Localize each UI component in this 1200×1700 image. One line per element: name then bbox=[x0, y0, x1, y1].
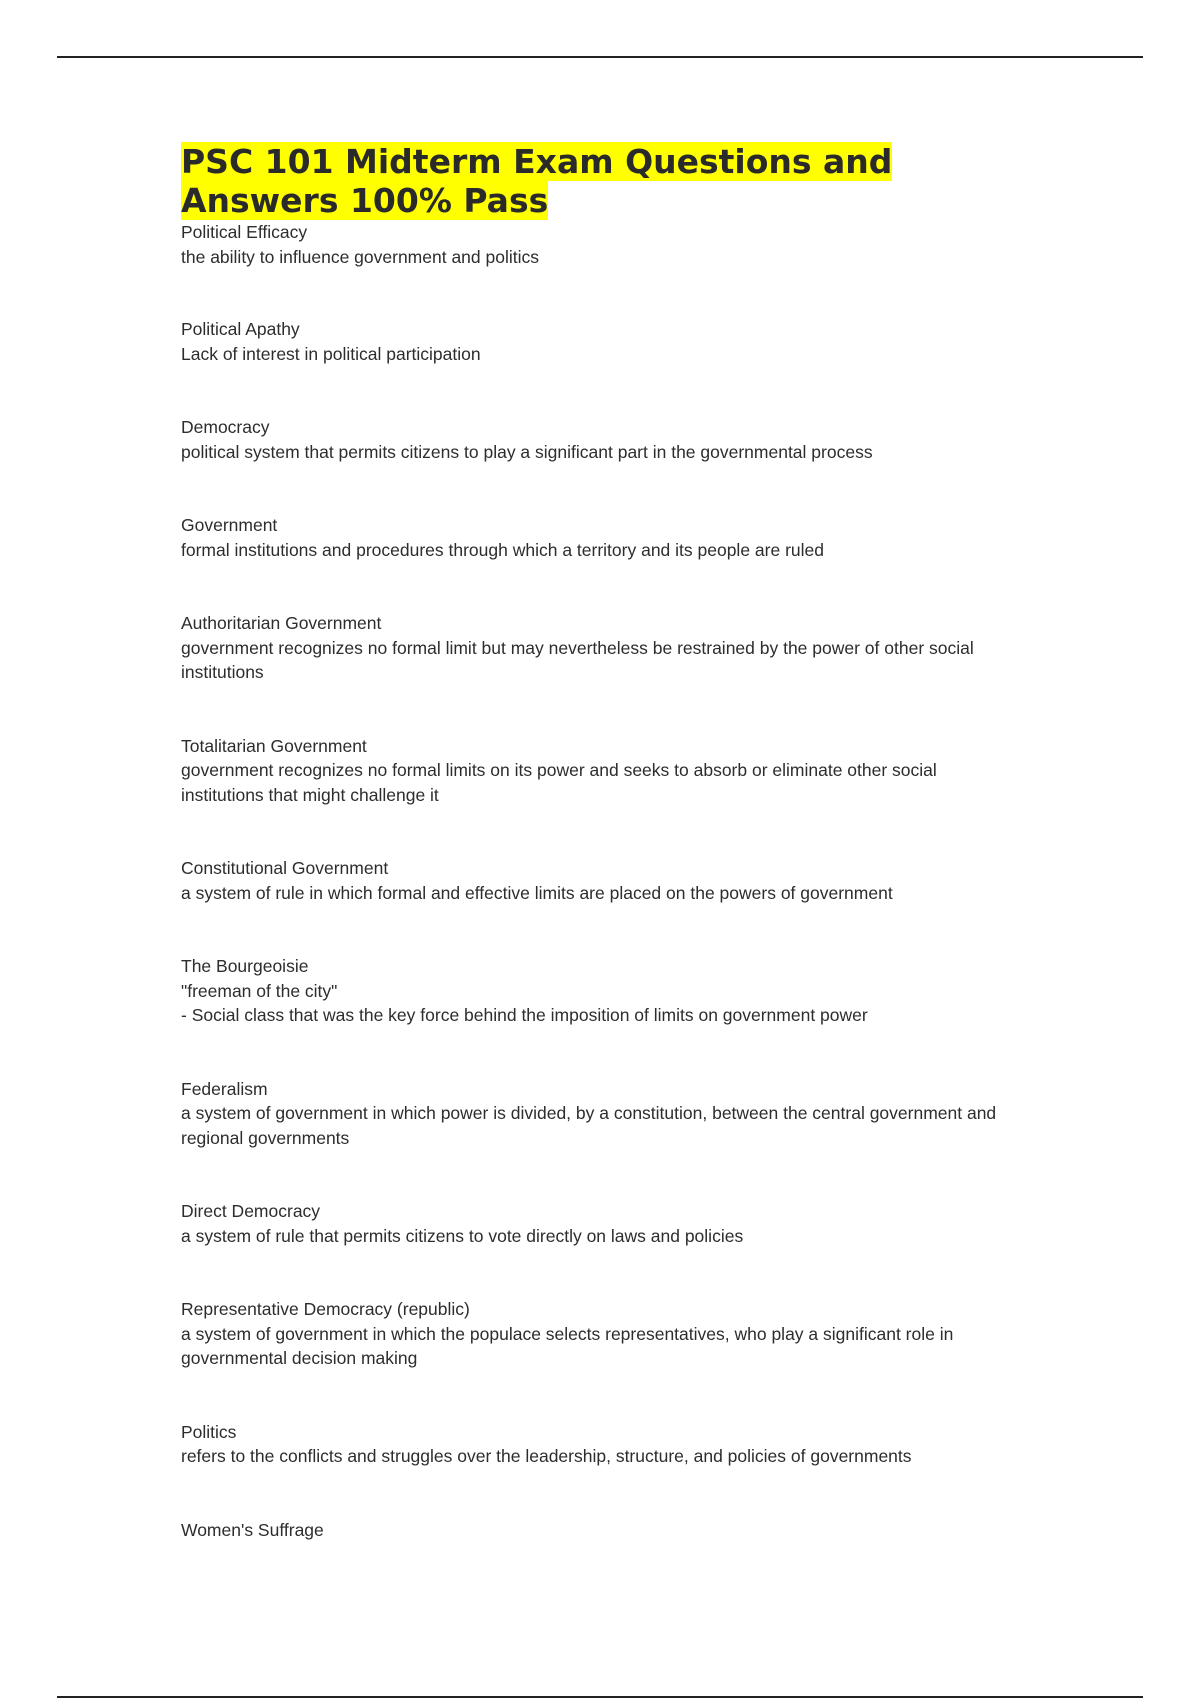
entry-term: Constitutional Government bbox=[181, 858, 389, 878]
entry-definition: refers to the conflicts and struggles over the leadership, structure, and policies of governments bbox=[181, 1446, 912, 1466]
entry-representative-democracy bbox=[181, 1297, 1021, 1371]
entry-term: Totalitarian Government bbox=[181, 735, 367, 756]
entry-government bbox=[181, 513, 1021, 562]
entry-term: Government bbox=[181, 515, 278, 535]
entry-definition: formal institutions and procedures through which a territory and its people are ruled bbox=[181, 539, 824, 560]
document-body bbox=[181, 142, 1021, 1591]
entry-definition: the ability to influence government and politics bbox=[181, 246, 539, 267]
entry-definition: political system that permits citizens to play a significant part in the governmental process bbox=[181, 441, 873, 462]
entry-constitutional-government bbox=[181, 856, 1021, 905]
entry-federalism bbox=[181, 1077, 1021, 1151]
entry-definition: a system of rule in which formal and effective limits are placed on the powers of government bbox=[181, 882, 893, 903]
entry-definition: a system of government in which the populace selects representatives, who play a significant role in governmental decision making bbox=[181, 1323, 954, 1368]
entry-definition: a system of rule that permits citizens to vote directly on laws and policies bbox=[181, 1225, 744, 1246]
entry-democracy bbox=[181, 415, 1021, 464]
top-rule bbox=[57, 56, 1143, 58]
entry-womens-suffrage bbox=[181, 1518, 1021, 1543]
entry-term: Representative Democracy (republic) bbox=[181, 1299, 470, 1319]
entry-definition: government recognizes no formal limits on its power and seeks to absorb or eliminate other social institutions that might challenge it bbox=[181, 760, 937, 805]
entry-term: Politics bbox=[181, 1421, 237, 1442]
entry-political-apathy bbox=[181, 317, 1021, 366]
entry-definition: government recognizes no formal limit but may nevertheless be restrained by the power of other social institutions bbox=[181, 637, 974, 682]
entry-term: Federalism bbox=[181, 1078, 268, 1099]
document-title bbox=[181, 142, 941, 220]
entry-term: Women's Suffrage bbox=[181, 1519, 324, 1540]
entry-term: Democracy bbox=[181, 417, 270, 437]
entry-term: Political Apathy bbox=[181, 319, 300, 339]
entry-totalitarian-government bbox=[181, 734, 1021, 808]
title-highlight: PSC 101 Midterm Exam Questions and Answers 100% Pass bbox=[181, 142, 893, 220]
entry-authoritarian-government bbox=[181, 611, 1021, 685]
entry-term: The Bourgeoisie bbox=[181, 956, 309, 976]
entry-term: Political Efficacy bbox=[181, 222, 308, 242]
entry-definition: Lack of interest in political participation bbox=[181, 343, 481, 364]
entry-definition: "freeman of the city" - Social class that was the key force behind the imposition of limits on government power bbox=[181, 980, 868, 1025]
entry-politics bbox=[181, 1420, 1021, 1469]
entry-term: Authoritarian Government bbox=[181, 613, 382, 633]
entry-term: Direct Democracy bbox=[181, 1201, 321, 1221]
entry-the-bourgeoisie bbox=[181, 954, 1021, 1028]
entry-political-efficacy bbox=[181, 220, 1021, 269]
entry-direct-democracy bbox=[181, 1199, 1021, 1248]
bottom-rule bbox=[57, 1696, 1143, 1698]
entry-definition: a system of government in which power is divided, by a constitution, between the central government and regional governments bbox=[181, 1103, 997, 1148]
